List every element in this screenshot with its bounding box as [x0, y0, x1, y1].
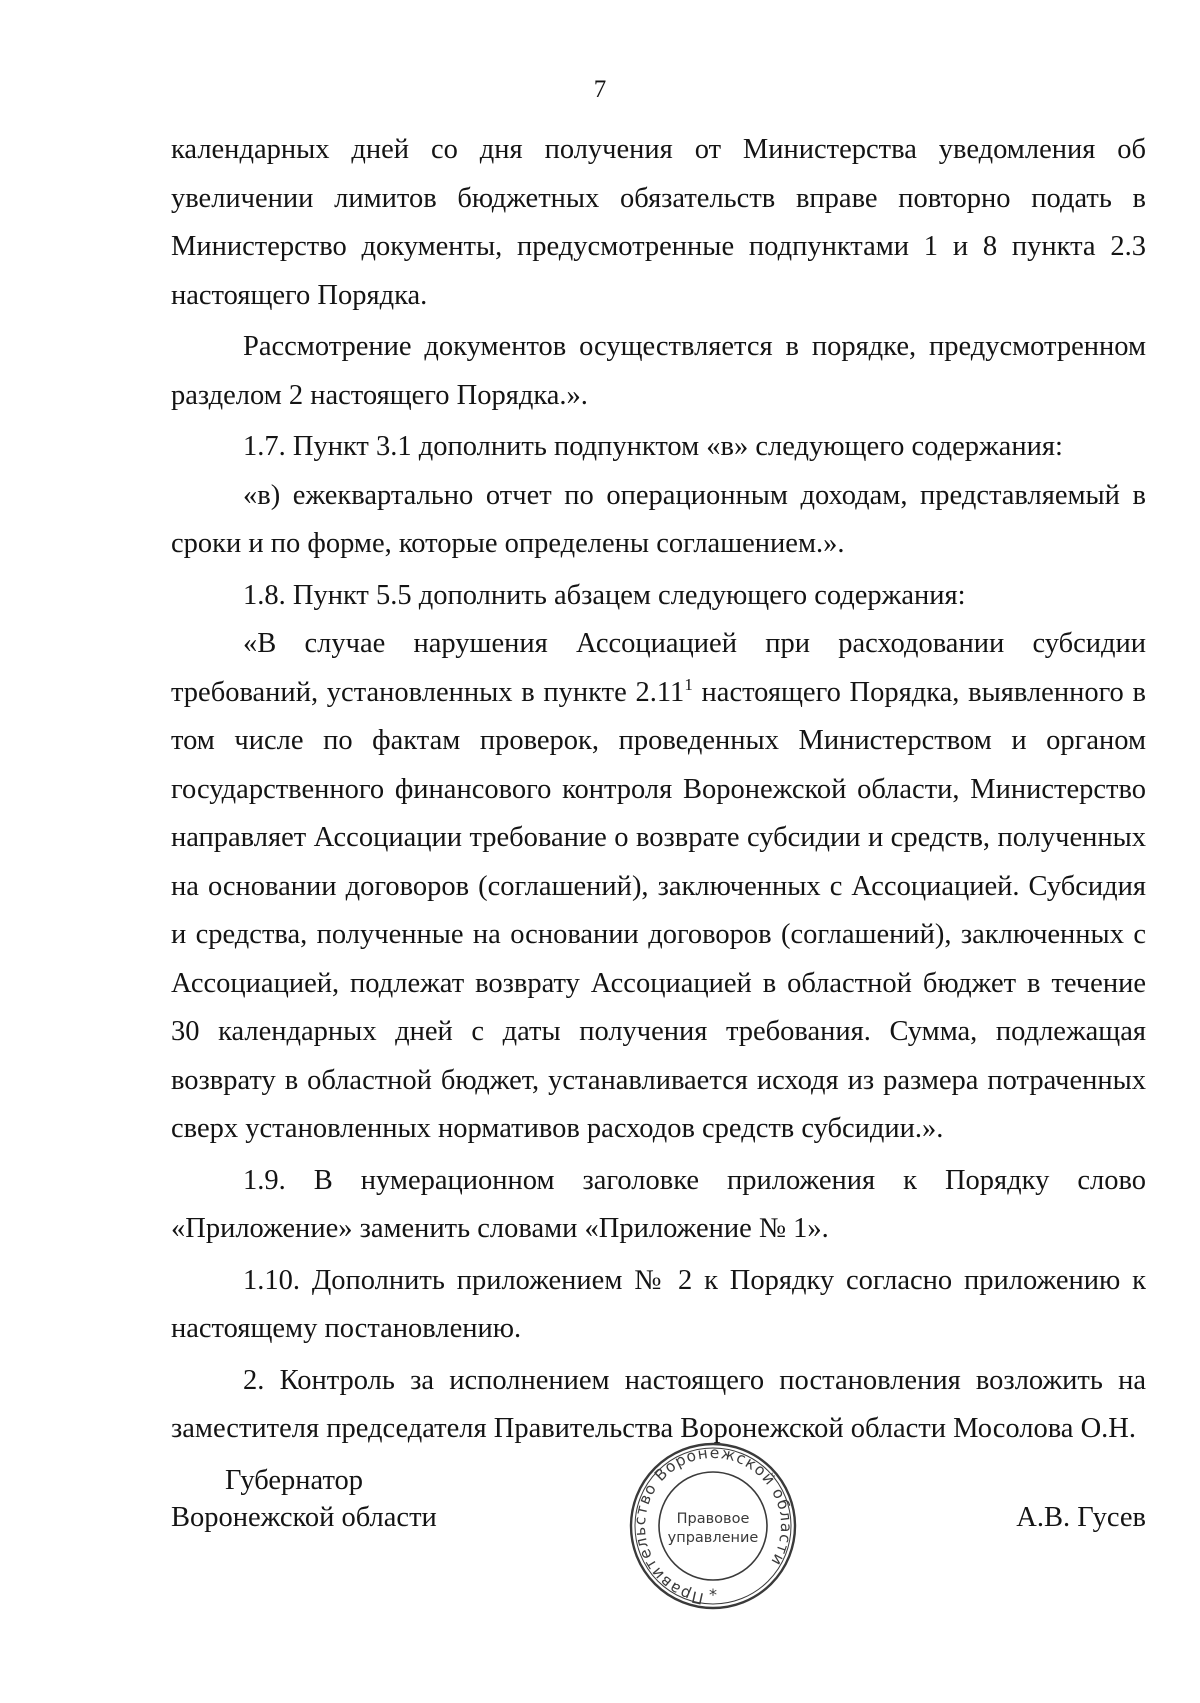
paragraph-7: 1.9. В нумерационном заголовке приложения к Порядку слово «Приложение» заменить словами «Приложение № 1».	[171, 1164, 1146, 1244]
signatory-title-line1: Губернатор	[225, 1465, 364, 1496]
paragraph-6-start: «В случае нарушения Ассоциацией при расходовании субсидии требований, установленных в пункте 2.11	[171, 628, 1146, 708]
document-body	[171, 126, 1146, 1454]
paragraph-5: 1.8. Пункт 5.5 дополнить абзацем следующего содержания:	[243, 579, 966, 611]
paragraph-9: 2. Контроль за исполнением настоящего постановления возложить на заместителя председателя Правительства Воронежской области Мосолова О.Н.	[171, 1364, 1146, 1444]
signatory-title-line2: Воронежской области	[171, 1502, 437, 1533]
stamp-center-line1: Правовое	[676, 1511, 750, 1527]
official-stamp	[628, 1441, 798, 1611]
signatory-title	[171, 1462, 437, 1536]
signature-block	[171, 1443, 1146, 1608]
stamp-center-line2: управление	[667, 1530, 759, 1546]
paragraph-8: 1.10. Дополнить приложением № 2 к Порядку согласно приложению к настоящему постановлению.	[171, 1264, 1146, 1344]
paragraph-6-end: настоящего Порядка, выявленного в том числе по фактам проверок, проведенных Министерством и органом государственного финансового контроля Воронежской области, Министерство направляет Ассоциации требование о возврате субсидии и средств, полученных на основании договоров (соглашений), заключенных с Ассоциацией. Субсидия и средства, полученные на основании договоров (соглашений), заключенных с Ассоциацией, подлежат возврату Ассоциацией в областной бюджет в течение 30 календарных дней с даты получения требования. Сумма, подлежащая возврату в областной бюджет, устанавливается исходя из размера потраченных сверх установленных нормативов расходов средств субсидии.».	[171, 676, 1146, 1144]
paragraph-2: Рассмотрение документов осуществляется в порядке, предусмотренном разделом 2 настоящего Порядка.».	[171, 331, 1146, 411]
signatory-name: А.В. Гусев	[1016, 1502, 1146, 1533]
stamp-star-icon: *	[709, 1585, 717, 1604]
paragraph-6	[171, 620, 1146, 1154]
paragraph-1: календарных дней со дня получения от Министерства уведомления об увеличении лимитов бюджетных обязательств вправе повторно подать в Министерство документы, предусмотренные подпунктами 1 и 8 пункта 2.3 настоящего Порядка.	[171, 134, 1146, 311]
paragraph-3: 1.7. Пункт 3.1 дополнить подпунктом «в» следующего содержания:	[243, 431, 1063, 462]
page-number: 7	[593, 76, 607, 103]
footnote-superscript: 1	[684, 674, 693, 694]
paragraph-4: «в) ежеквартально отчет по операционным доходам, представляемый в сроки и по форме, которые определены соглашением.».	[171, 479, 1146, 559]
stamp-ring-text: Правительство Воронежской области	[630, 1443, 796, 1608]
